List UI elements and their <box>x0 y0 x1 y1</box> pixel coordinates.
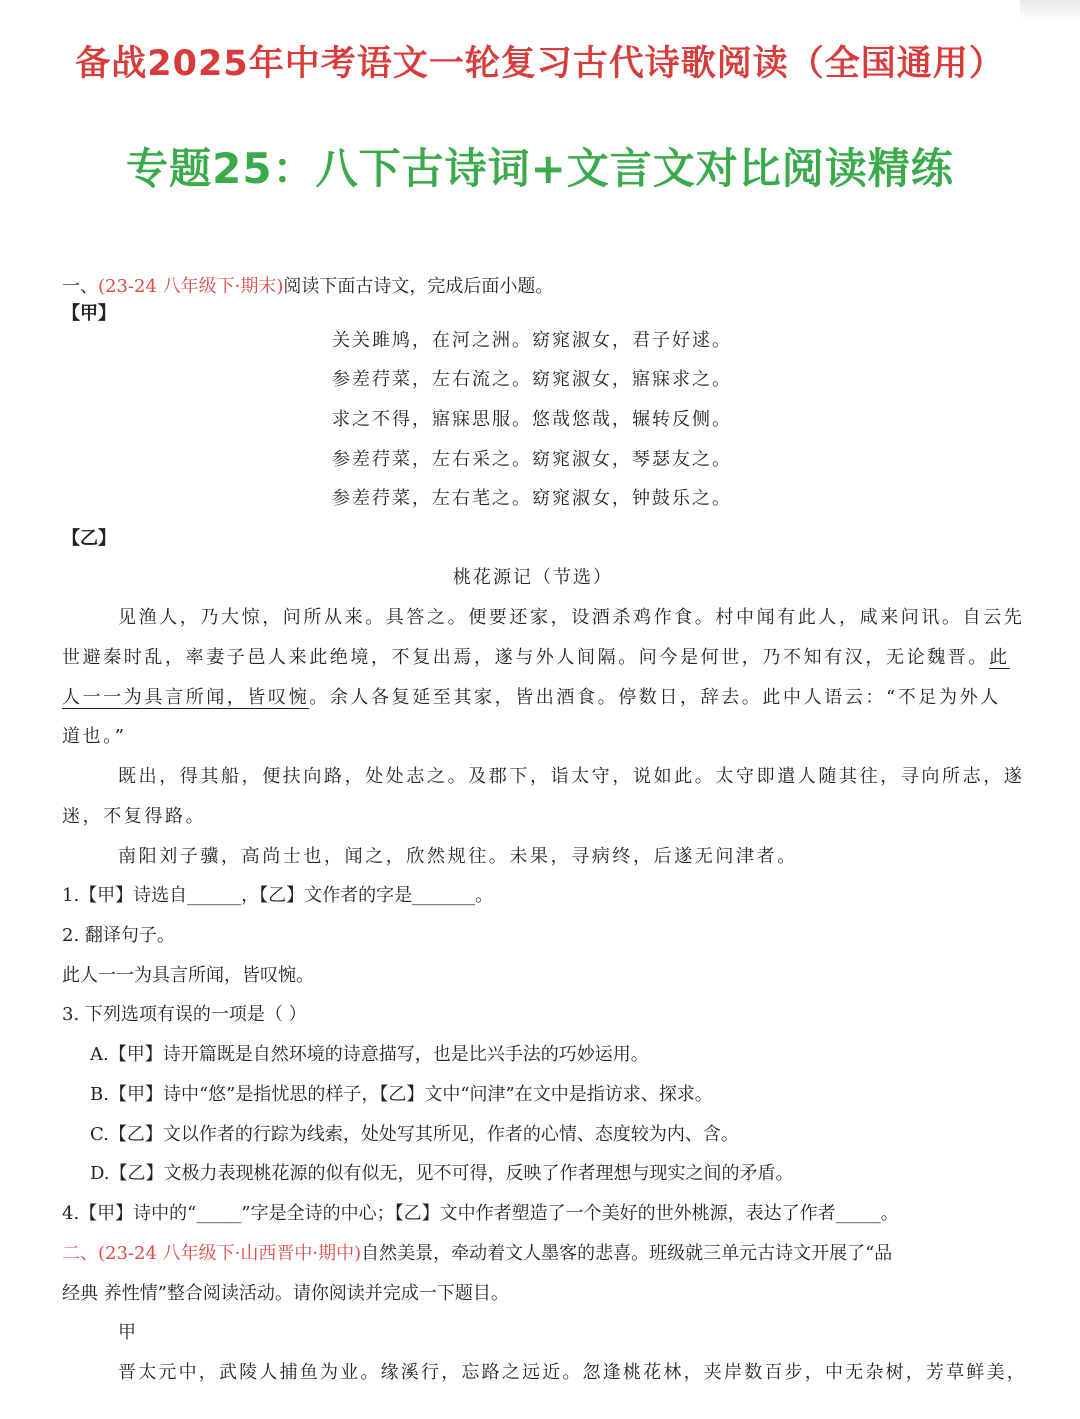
q2-text-line: 晋太元中，武陵人捕鱼为业。缘溪行，忘路之远近。忽逢桃花林，夹岸数百步，中无杂树，芳草鲜美， <box>118 1362 1027 1383</box>
question-3: 3. 下列选项有误的一项是（ ） <box>62 1004 307 1025</box>
option-b: B.【甲】诗中“悠”是指忧思的样子，【乙】文中“问津”在文中是指访求、探求。 <box>90 1084 713 1105</box>
q2-jia-label: 甲 <box>118 1322 136 1343</box>
q2-intro-line2: 经典 养性情”整合阅读活动。请你阅读并完成一下题目。 <box>62 1283 509 1304</box>
page-corner-shadow <box>1020 0 1080 22</box>
prose-line: 既出，得其船，便扶向路，处处志之。及郡下，诣太守，说如此。太守即遣人随其往，寻向所志，遂 <box>118 766 1025 787</box>
prose-line: 南阳刘子骥，高尚士也，闻之，欣然规往。未果，寻病终，后遂无问津者。 <box>118 846 798 867</box>
q2-number: 二、 <box>62 1243 98 1264</box>
option-c: C.【乙】文以作者的行踪为线索，处处写其所见，作者的心情、态度较为内、含。 <box>90 1124 739 1145</box>
prose-line <box>62 646 1010 670</box>
q1-instruction: 阅读下面古诗文，完成后面小题。 <box>283 276 554 297</box>
prose-line: 迷，不复得路。 <box>62 806 207 827</box>
prose-text: 世避秦时乱，率妻子邑人来此绝境，不复出焉，遂与外人间隔。问今是何世，乃不知有汉，无论魏晋。 <box>62 647 989 668</box>
prose-line <box>62 686 1001 710</box>
option-a: A.【甲】诗开篇既是自然环境的诗意描写，也是比兴手法的巧妙运用。 <box>90 1044 649 1065</box>
jia-label: 【甲】 <box>62 303 116 324</box>
poem-line: 参差荇菜，左右流之。窈窕淑女，寤寐求之。 <box>332 369 732 390</box>
prose-text: 。余人各复延至其家，皆出酒食。停数日，辞去。此中人语云：“不足为外人 <box>309 687 1001 708</box>
q2-source: (23-24 八年级下·山西晋中·期中) <box>98 1243 362 1264</box>
prose-title: 桃花源记（节选） <box>453 567 613 588</box>
question-2-sentence: 此人一一为具言所闻，皆叹惋。 <box>62 965 314 986</box>
poem-line: 关关雎鸠，在河之洲。窈窕淑女，君子好逑。 <box>332 330 732 351</box>
q1-heading <box>62 275 553 299</box>
q1-source: (23-24 八年级下·期末) <box>98 276 284 297</box>
poem-line: 参差荇菜，左右芼之。窈窕淑女，钟鼓乐之。 <box>332 488 732 509</box>
q2-intro: 自然美景，牵动着文人墨客的悲喜。班级就三单元古诗文开展了“品 <box>361 1243 893 1264</box>
page-subtitle: 专题25：八下古诗词+文言文对比阅读精练 <box>126 144 954 193</box>
underlined-sentence: 人一一为具言所闻，皆叹惋 <box>62 687 310 708</box>
question-2: 2. 翻译句子。 <box>62 925 175 946</box>
poem-line: 求之不得，寤寐思服。悠哉悠哉，辗转反侧。 <box>332 409 732 430</box>
q2-heading <box>62 1242 892 1266</box>
prose-line: 道也。” <box>62 726 127 747</box>
q1-number: 一、 <box>62 276 98 297</box>
underlined-sentence: 此 <box>989 647 1010 668</box>
prose-line: 见渔人，乃大惊，问所从来。具答之。便要还家，设酒杀鸡作食。村中闻有此人，咸来问讯。自云先 <box>118 607 1025 628</box>
page-title: 备战2025年中考语文一轮复习古代诗歌阅读（全国通用） <box>75 44 1005 84</box>
question-4: 4.【甲】诗中的“_____”字是全诗的中心；【乙】文中作者塑造了一个美好的世外桃源，表达了作者_____。 <box>62 1203 899 1224</box>
yi-label: 【乙】 <box>62 528 116 549</box>
option-d: D.【乙】文极力表现桃花源的似有似无，见不可得，反映了作者理想与现实之间的矛盾。 <box>90 1163 794 1184</box>
question-1: 1.【甲】诗选自______，【乙】文作者的字是_______。 <box>62 885 494 906</box>
poem-line: 参差荇菜，左右采之。窈窕淑女，琴瑟友之。 <box>332 449 732 470</box>
